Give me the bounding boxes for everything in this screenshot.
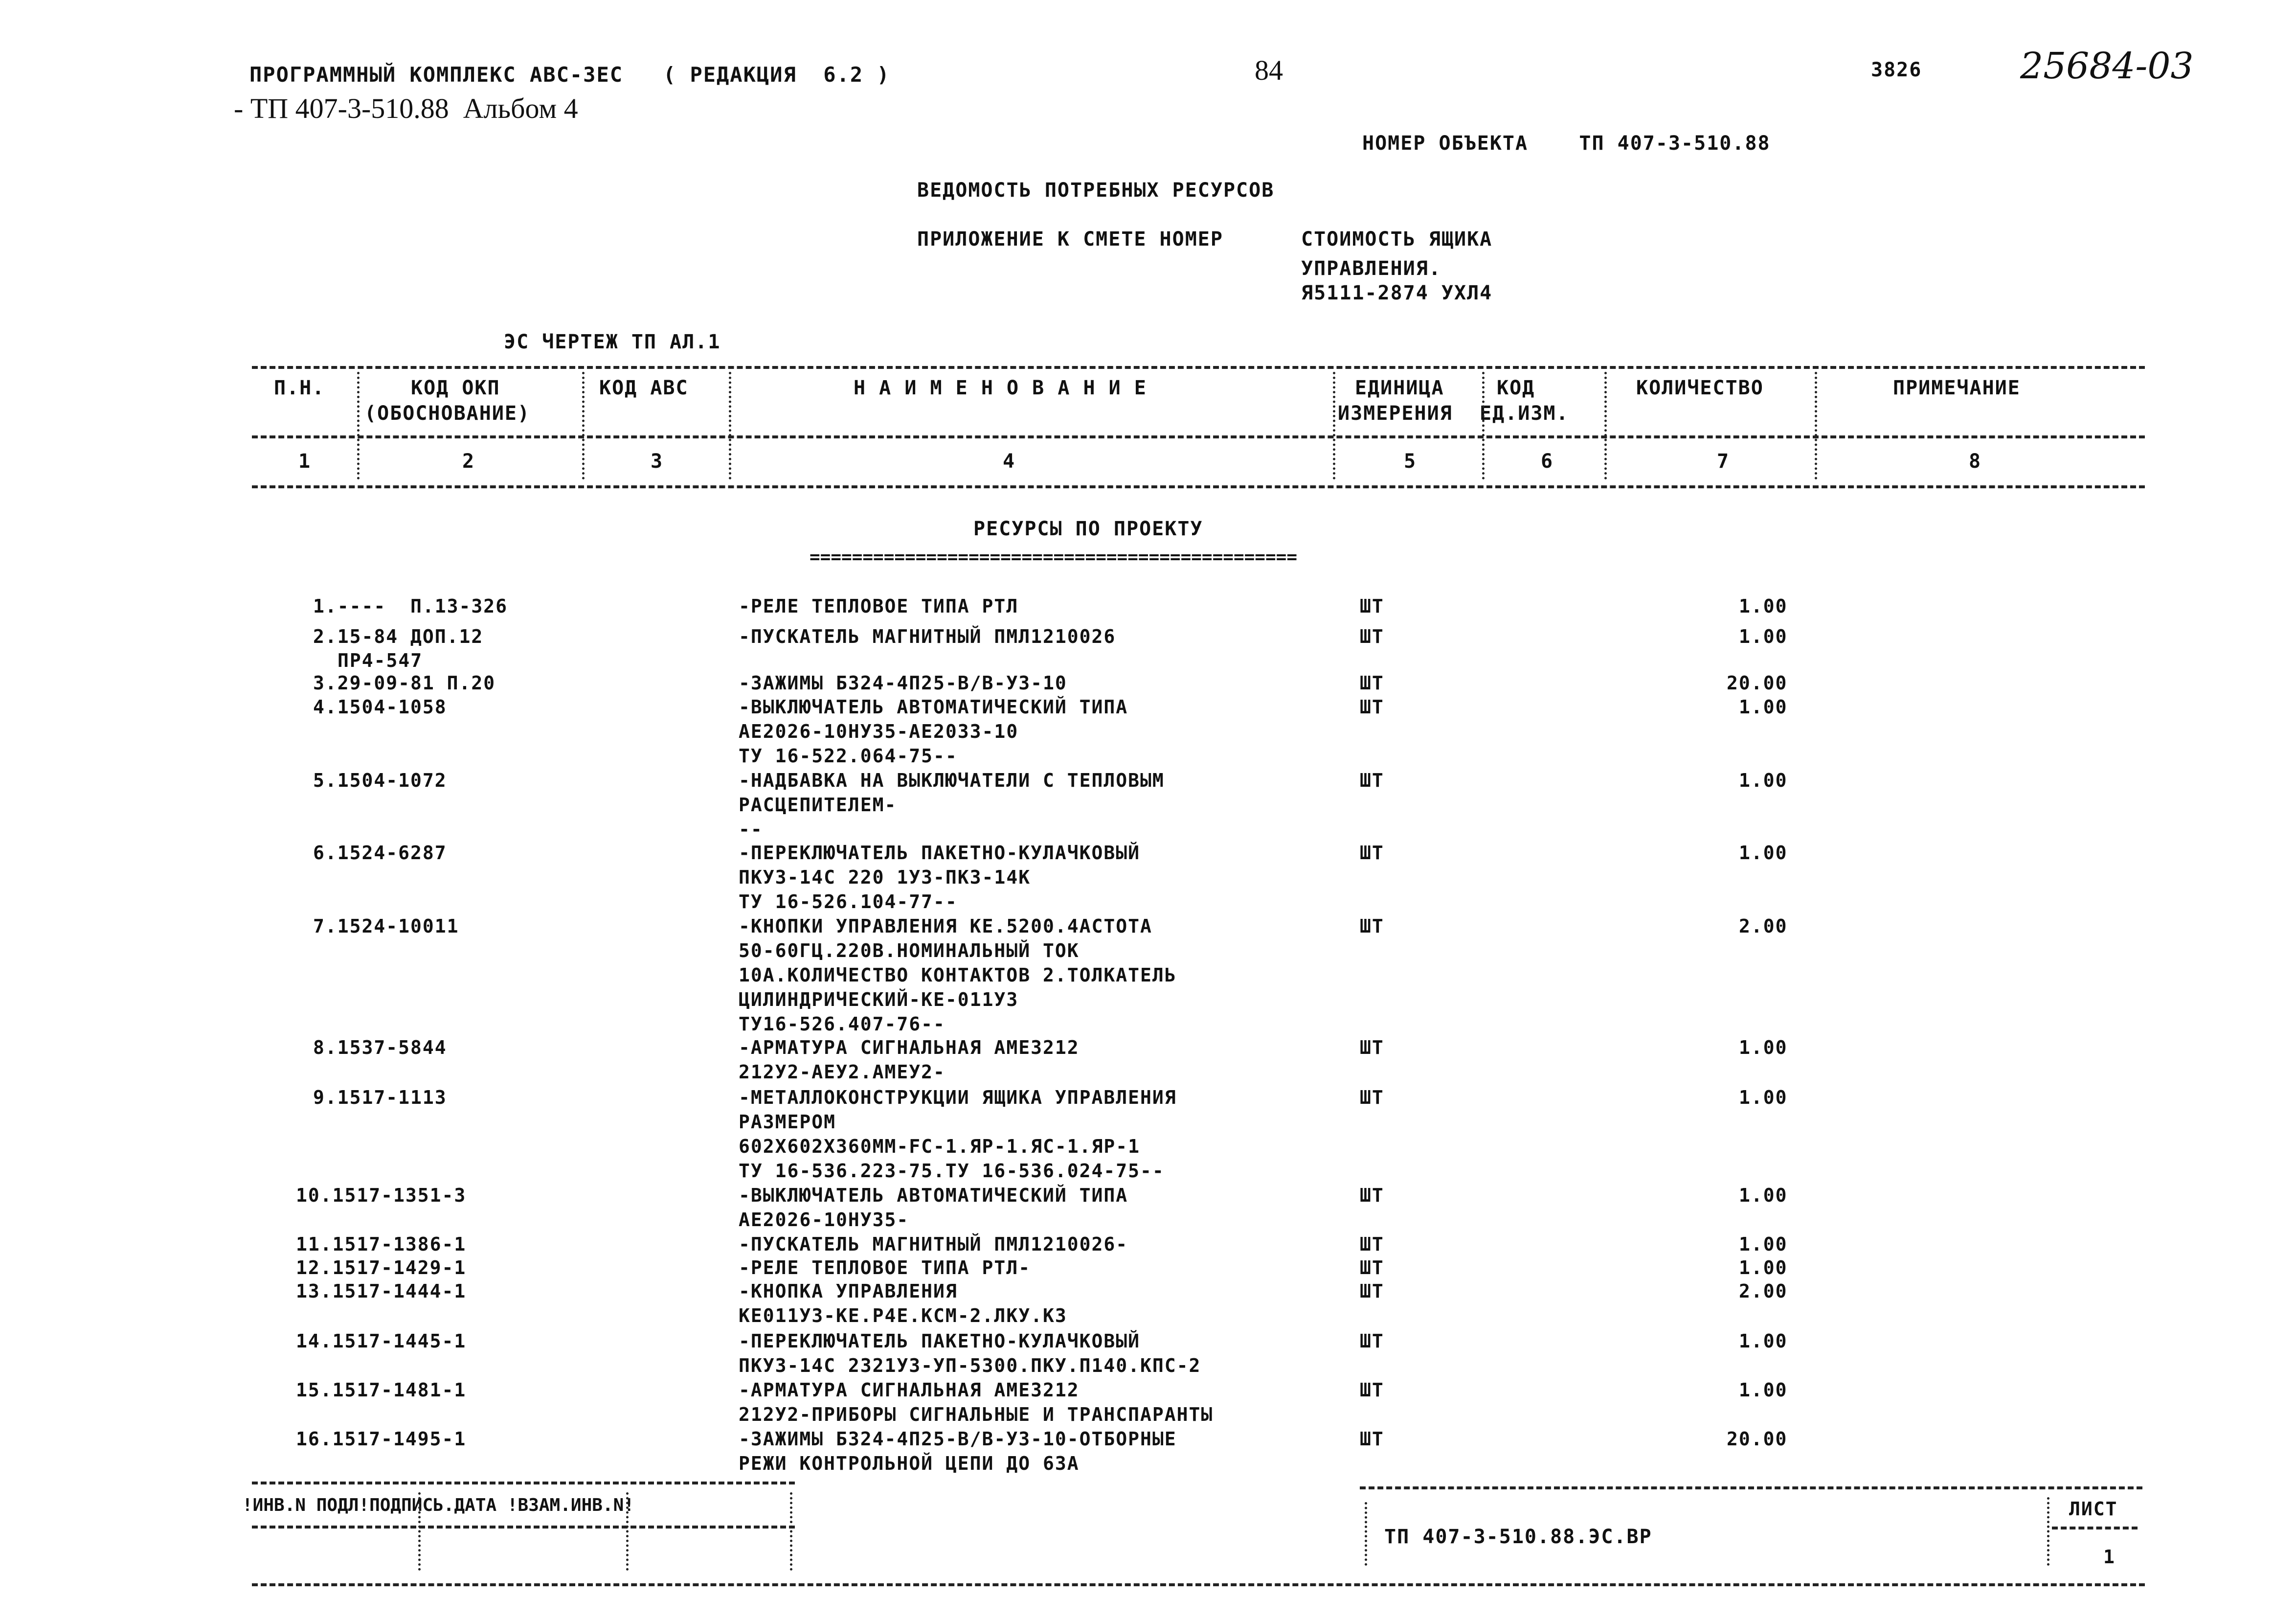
row-unit: ШТ [1360,1087,1384,1108]
col-header-abc: КОД АВС [599,377,689,399]
row-code: 15.1517-1481-1 [296,1379,467,1401]
row-description [739,1035,1080,1084]
col-header-pn: П.Н. [274,377,325,399]
sheet-label: ЛИСТ [2069,1498,2118,1520]
sheet-box-mid-rule [2052,1527,2138,1529]
row-description [739,1279,1067,1328]
row-description [739,1085,1177,1183]
col-header-name: Н А И М Е Н О В А Н И Е [854,377,1147,399]
row-unit: ШТ [1360,1280,1384,1302]
row-description-line: -НАДБАВКА НА ВЫКЛЮЧАТЕЛИ С ТЕПЛОВЫМ [739,770,1165,791]
page-number: 84 [1255,54,1283,86]
row-unit: ШТ [1360,842,1384,864]
document-id: ТП 407-3-510.88.ЭС.ВР [1384,1526,1652,1548]
col-number-7: 7 [1717,450,1730,473]
row-quantity: 1.00 [1739,1257,1788,1278]
stamp-top-rule [252,1482,795,1484]
row-quantity: 2.00 [1739,1280,1788,1302]
row-description-line: 50-60ГЦ.220В.НОМИНАЛЬНЫЙ ТОК [739,940,1080,961]
row-description-line: 212У2-АЕУ2.АМЕУ2- [739,1061,945,1083]
row-description: -РЕЛЕ ТЕПЛОВОЕ ТИПА РТЛ [739,595,1019,617]
header-mid-rule [252,435,2145,438]
col-sep [1815,372,1817,479]
row-description: -ПУСКАТЕЛЬ МАГНИТНЫЙ ПМЛ1210026- [739,1233,1128,1255]
sheet-number: 1 [2103,1546,2116,1568]
row-unit: ШТ [1360,770,1384,791]
row-description-line: 212У2-ПРИБОРЫ СИГНАЛЬНЫЕ И ТРАНСПАРАНТЫ [739,1404,1214,1425]
row-quantity: 1.00 [1739,626,1788,647]
row-quantity: 1.00 [1739,1379,1788,1401]
row-description-line: РЕЖИ КОНТРОЛЬНОЙ ЦЕПИ ДО 63А [739,1453,1080,1474]
row-description-line: РАЗМЕРОМ [739,1111,836,1133]
col-number-6: 6 [1541,450,1554,473]
row-unit: ШТ [1360,1185,1384,1206]
row-description: -ЗАЖИМЫ Б324-4П25-В/В-У3-10 [739,672,1067,694]
row-description [739,768,1165,842]
col-header-unit-sub: ИЗМЕРЕНИЯ [1338,402,1453,425]
row-unit: ШТ [1360,1037,1384,1058]
row-description-line: -ЗАЖИМЫ Б324-4П25-В/В-У3-10-ОТБОРНЫЕ [739,1428,1177,1450]
row-quantity: 2.00 [1739,915,1788,937]
album-line: - ТП 407-3-510.88 Альбом 4 [234,92,578,124]
row-description-line: ТУ 16-536.223-75.ТУ 16-536.024-75-- [739,1160,1165,1182]
row-code: 11.1517-1386-1 [296,1233,467,1255]
row-description [739,1329,1201,1378]
row-description-line: ПКУ3-14С 220 1У3-ПК3-14К [739,867,1031,888]
col-sep [1604,372,1607,479]
row-code: 12.1517-1429-1 [296,1257,467,1278]
appendix-value-3: Я5111-2874 УХЛ4 [1301,282,1493,304]
row-unit: ШТ [1360,1330,1384,1352]
row-unit: ШТ [1360,1257,1384,1278]
appendix-label: ПРИЛОЖЕНИЕ К СМЕТЕ НОМЕР [917,228,1223,251]
stamp-sep [790,1492,792,1571]
row-unit: ШТ [1360,626,1384,647]
col-header-code-sub: ЕД.ИЗМ. [1480,402,1569,425]
row-description-line: -КНОПКА УПРАВЛЕНИЯ [739,1280,958,1302]
row-description-line: -АРМАТУРА СИГНАЛЬНАЯ АМЕ3212 [739,1379,1080,1401]
row-description-line: 602Х602Х360ММ-FС-1.ЯР-1.ЯС-1.ЯР-1 [739,1136,1140,1157]
page-bottom-rule [252,1583,2145,1586]
col-sep [582,372,585,479]
row-code-continued: ПР4-547 [338,650,423,671]
row-code: 2.15-84 ДОП.12 [313,626,484,647]
doc-box-top-rule [1360,1486,2142,1489]
col-number-3: 3 [651,450,664,473]
row-description-line: -ВЫКЛЮЧАТЕЛЬ АВТОМАТИЧЕСКИЙ ТИПА [739,696,1128,718]
handwritten-number: 25684-03 [2020,45,2194,87]
table-top-rule [252,366,2145,369]
row-description-line: ТУ 16-526.104-77-- [739,891,958,913]
row-quantity: 1.00 [1739,696,1788,718]
row-description-line: 10А.КОЛИЧЕСТВО КОНТАКТОВ 2.ТОЛКАТЕЛЬ [739,964,1177,986]
row-quantity: 1.00 [1739,1233,1788,1255]
row-description-line: АЕ2026-10НУ35- [739,1209,909,1231]
row-unit: ШТ [1360,1233,1384,1255]
row-description-line: РАСЦЕПИТЕЛЕМ- [739,794,897,816]
row-description-line: ТУ 16-522.064-75-- [739,745,958,767]
row-unit: ШТ [1360,696,1384,718]
section-title: РЕСУРСЫ ПО ПРОЕКТУ [973,518,1203,540]
doc-code: 3826 [1871,59,1922,81]
doc-box-left [1365,1502,1367,1566]
stamp-mid-rule [252,1526,795,1529]
row-quantity: 1.00 [1739,1185,1788,1206]
col-number-8: 8 [1969,450,1982,473]
col-sep [357,372,360,479]
row-description [739,695,1128,768]
appendix-value-1: СТОИМОСТЬ ЯЩИКА [1301,228,1493,251]
row-description-line: -КНОПКИ УПРАВЛЕНИЯ КЕ.5200.4АСТОТА [739,915,1152,937]
object-number: НОМЕР ОБЪЕКТА ТП 407-3-510.88 [1362,132,1771,155]
row-description-line: ПКУ3-14С 2321У3-УП-5300.ПКУ.П140.КПС-2 [739,1355,1201,1376]
sheet-box-left [2047,1497,2049,1566]
row-description-line: ТУ16-526.407-76-- [739,1013,945,1035]
row-description [739,1378,1213,1427]
row-code: 6.1524-6287 [313,842,447,864]
row-description: -РЕЛЕ ТЕПЛОВОЕ ТИПА РТЛ- [739,1257,1031,1278]
row-code: 10.1517-1351-3 [296,1185,467,1206]
row-code: 13.1517-1444-1 [296,1280,467,1302]
drawing-ref: ЭС ЧЕРТЕЖ ТП АЛ.1 [504,331,721,353]
row-quantity: 1.00 [1739,1330,1788,1352]
col-header-qty: КОЛИЧЕСТВО [1636,377,1764,399]
row-unit: ШТ [1360,915,1384,937]
row-description-line: -ВЫКЛЮЧАТЕЛЬ АВТОМАТИЧЕСКИЙ ТИПА [739,1185,1128,1206]
row-description-line: -ПЕРЕКЛЮЧАТЕЛЬ ПАКЕТНО-КУЛАЧКОВЫЙ [739,842,1140,864]
row-description-line: -- [739,819,763,840]
col-sep [729,372,731,479]
row-description-line: -МЕТАЛЛОКОНСТРУКЦИИ ЯЩИКА УПРАВЛЕНИЯ [739,1087,1177,1108]
col-sep [1333,372,1335,479]
header-bottom-rule [252,485,2145,488]
row-quantity: 1.00 [1739,595,1788,617]
row-quantity: 1.00 [1739,842,1788,864]
row-unit: ШТ [1360,672,1384,694]
row-description [739,841,1140,914]
row-description [739,1183,1128,1232]
row-code: 14.1517-1445-1 [296,1330,467,1352]
row-code: 9.1517-1113 [313,1087,447,1108]
row-code: 5.1504-1072 [313,770,447,791]
col-sep [1482,372,1485,479]
row-description-line: АЕ2026-10НУ35-АЕ2033-10 [739,721,1019,742]
section-underline: ============================================== [810,547,1297,567]
col-header-unit: ЕДИНИЦА [1355,377,1444,399]
row-description-line: -ПЕРЕКЛЮЧАТЕЛЬ ПАКЕТНО-КУЛАЧКОВЫЙ [739,1330,1140,1352]
row-unit: ШТ [1360,1379,1384,1401]
stamp-sep [626,1492,629,1571]
row-code: 16.1517-1495-1 [296,1428,467,1450]
col-header-okp-sub: (ОБОСНОВАНИЕ) [364,402,531,425]
row-quantity: 1.00 [1739,1037,1788,1058]
col-number-4: 4 [1003,450,1016,473]
stamp-sep [418,1492,421,1571]
appendix-value-2: УПРАВЛЕНИЯ. [1301,257,1441,280]
row-description-line: КЕ011У3-КЕ.Р4Е.КСМ-2.ЛКУ.КЗ [739,1305,1067,1326]
row-quantity: 20.00 [1727,672,1788,694]
row-description-line: -АРМАТУРА СИГНАЛЬНАЯ АМЕ3212 [739,1037,1080,1058]
col-number-5: 5 [1404,450,1417,473]
col-header-note: ПРИМЕЧАНИЕ [1893,377,2021,399]
row-description [739,914,1177,1036]
col-header-code: КОД [1497,377,1535,399]
col-header-okp: КОД ОКП [411,377,500,399]
row-code: 4.1504-1058 [313,696,447,718]
row-code: 7.1524-10011 [313,915,459,937]
row-quantity: 1.00 [1739,1087,1788,1108]
row-description [739,1427,1177,1476]
col-number-1: 1 [298,450,312,473]
row-code: 1.---- П.13-326 [313,595,508,617]
row-quantity: 20.00 [1727,1428,1788,1450]
program-line: ПРОГРАММНЫЙ КОМПЛЕКС АВС-ЗЕС ( РЕДАКЦИЯ 6.2 ) [249,63,890,87]
stamp-header: !ИНВ.N ПОДЛ!ПОДПИСЬ.ДАТА !ВЗАМ.ИНВ.N! [242,1495,634,1515]
document-title: ВЕДОМОСТЬ ПОТРЕБНЫХ РЕСУРСОВ [917,179,1275,202]
col-number-2: 2 [462,450,475,473]
row-description-line: ЦИЛИНДРИЧЕСКИЙ-КЕ-011У3 [739,989,1019,1010]
row-description: -ПУСКАТЕЛЬ МАГНИТНЫЙ ПМЛ1210026 [739,626,1116,647]
row-code: 3.29-09-81 П.20 [313,672,496,694]
row-code: 8.1537-5844 [313,1037,447,1058]
row-unit: ШТ [1360,1428,1384,1450]
row-quantity: 1.00 [1739,770,1788,791]
row-unit: ШТ [1360,595,1384,617]
